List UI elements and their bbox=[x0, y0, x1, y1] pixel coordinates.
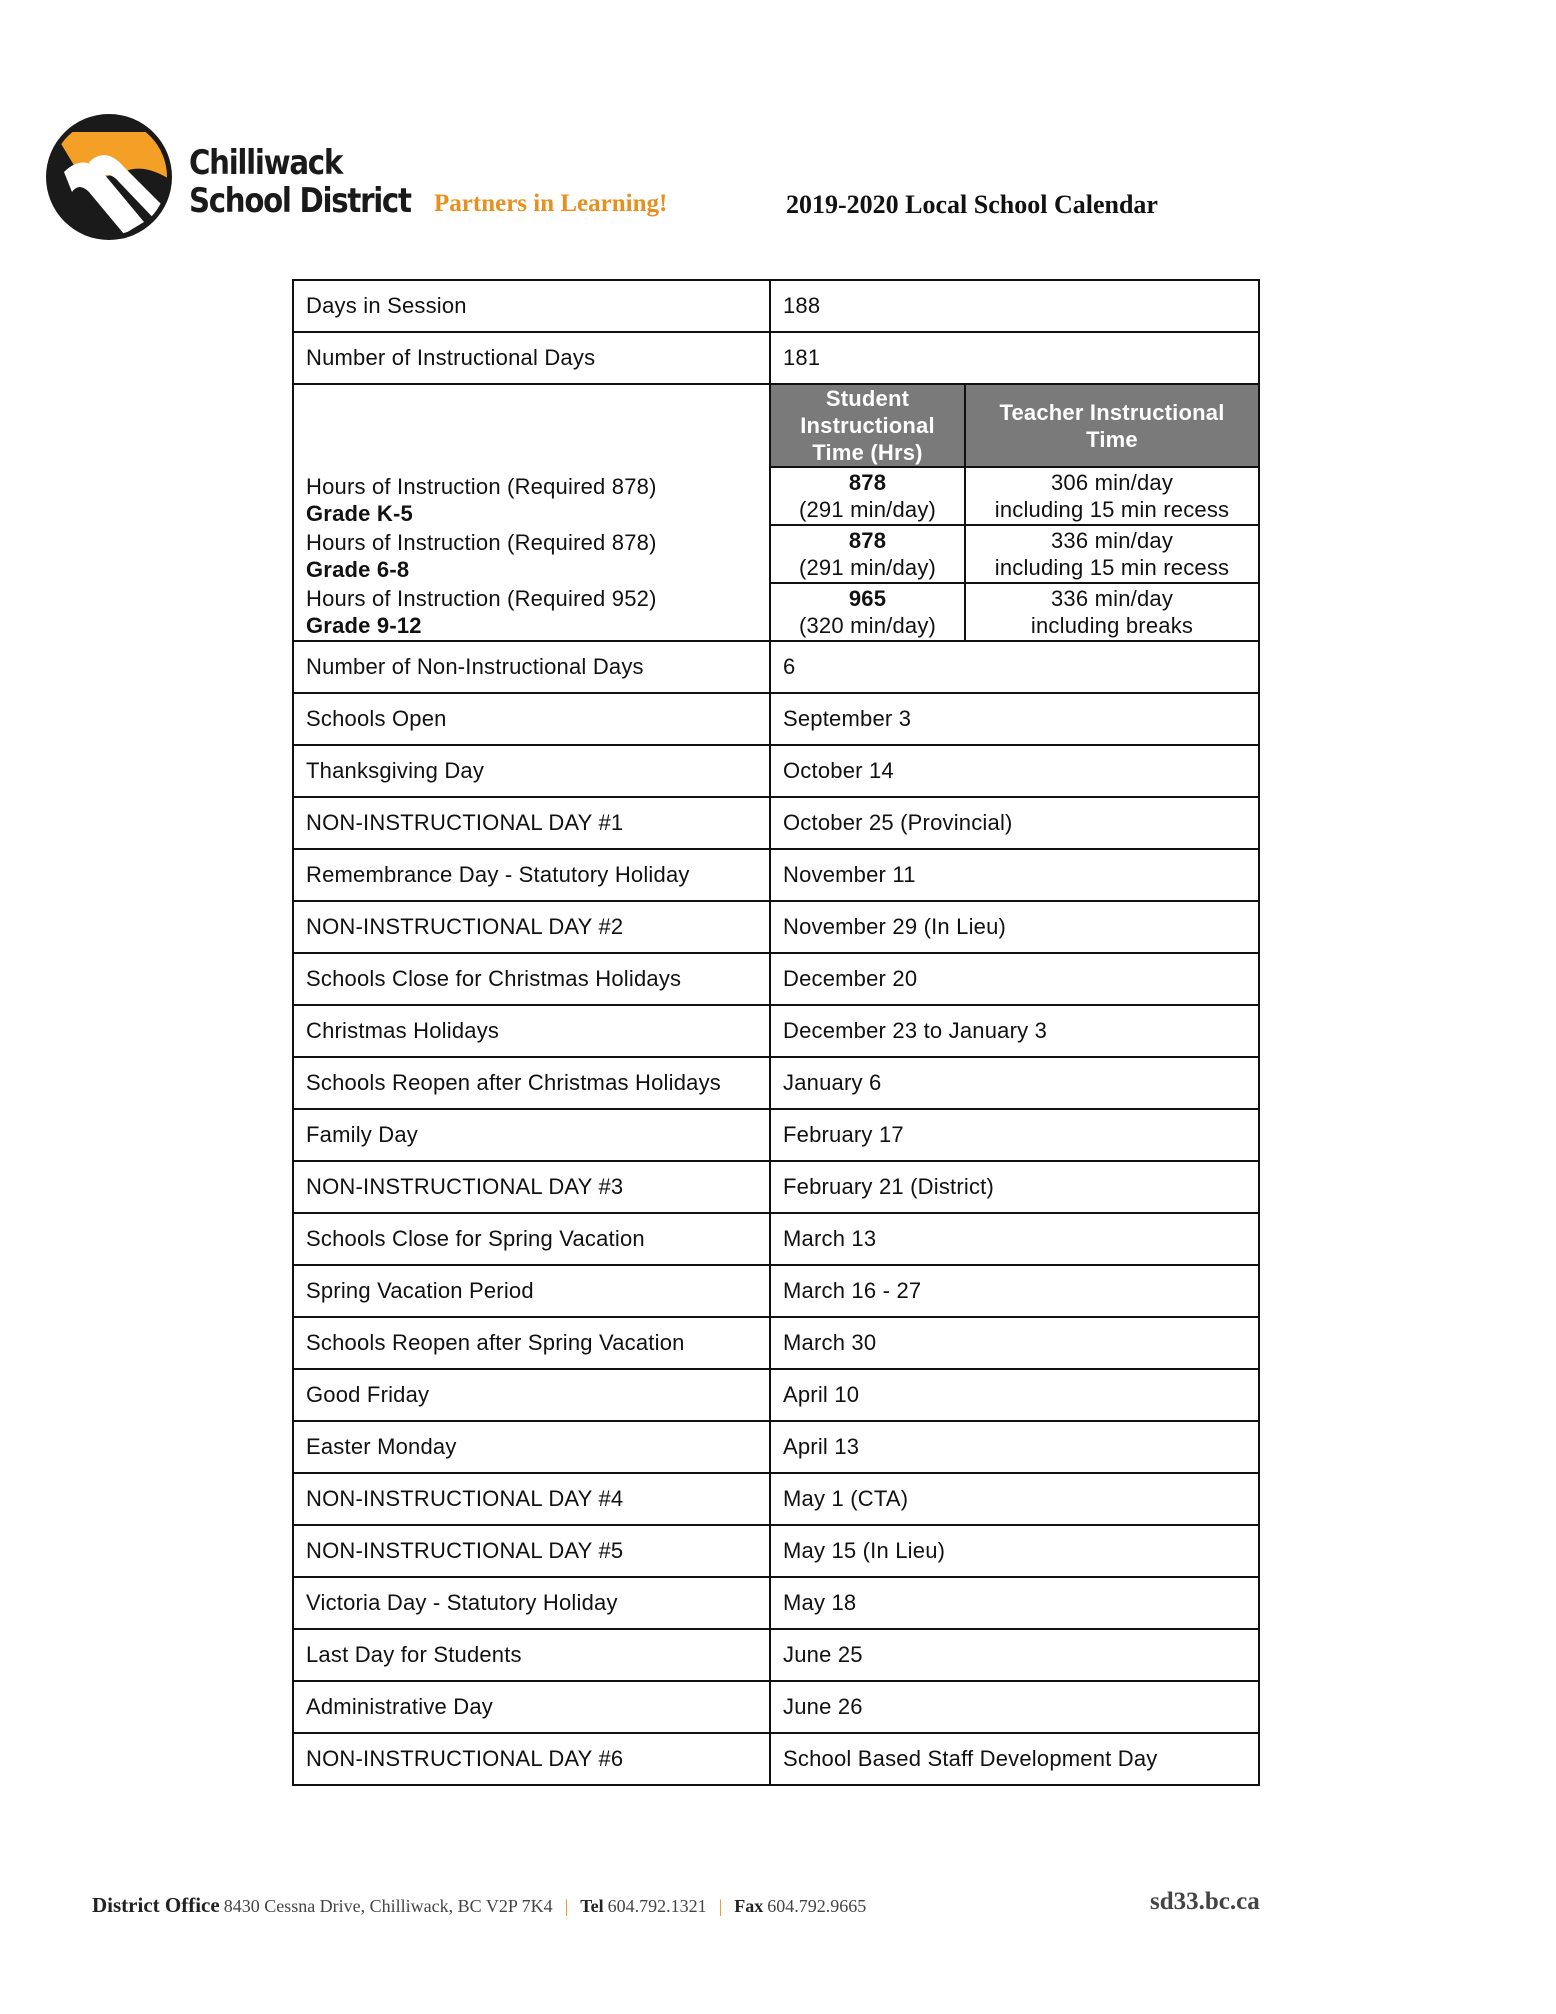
hours-label-k5: Hours of Instruction (Required 878) Grade K-5 bbox=[306, 474, 657, 526]
row-label: Number of Non-Instructional Days bbox=[293, 641, 770, 693]
teacher-time-cell: 336 min/day including 15 min recess bbox=[965, 525, 1259, 583]
table-row bbox=[293, 1057, 1259, 1109]
row-label: Schools Reopen after Christmas Holidays bbox=[293, 1057, 770, 1109]
table-row bbox=[293, 1525, 1259, 1577]
row-label: Easter Monday bbox=[293, 1421, 770, 1473]
table-row bbox=[293, 1213, 1259, 1265]
row-label: Remembrance Day - Statutory Holiday bbox=[293, 849, 770, 901]
teacher-time-header: Teacher Instructional Time bbox=[965, 384, 1259, 467]
tel-label: Tel bbox=[580, 1896, 604, 1916]
table-row bbox=[293, 901, 1259, 953]
table-row bbox=[293, 849, 1259, 901]
row-value: June 25 bbox=[770, 1629, 1259, 1681]
table-row bbox=[293, 641, 1259, 693]
tagline: Partners in Learning! bbox=[434, 190, 668, 217]
hours-labels-cell bbox=[293, 384, 770, 641]
student-time-header: Student Instructional Time (Hrs) bbox=[770, 384, 965, 467]
table-row bbox=[293, 1317, 1259, 1369]
table-row bbox=[293, 1005, 1259, 1057]
row-label: NON-INSTRUCTIONAL DAY #6 bbox=[293, 1733, 770, 1785]
row-label: Christmas Holidays bbox=[293, 1005, 770, 1057]
row-value: February 17 bbox=[770, 1109, 1259, 1161]
calendar-table bbox=[292, 279, 1260, 1786]
row-label: Victoria Day - Statutory Holiday bbox=[293, 1577, 770, 1629]
row-label: Last Day for Students bbox=[293, 1629, 770, 1681]
table-row bbox=[293, 797, 1259, 849]
row-value: March 30 bbox=[770, 1317, 1259, 1369]
row-label: Schools Close for Christmas Holidays bbox=[293, 953, 770, 1005]
table-row bbox=[293, 332, 1259, 384]
row-label: Family Day bbox=[293, 1109, 770, 1161]
table-row bbox=[293, 1369, 1259, 1421]
row-value: December 23 to January 3 bbox=[770, 1005, 1259, 1057]
row-value: November 11 bbox=[770, 849, 1259, 901]
row-value: September 3 bbox=[770, 693, 1259, 745]
table-row bbox=[293, 745, 1259, 797]
row-value: October 25 (Provincial) bbox=[770, 797, 1259, 849]
row-value: March 13 bbox=[770, 1213, 1259, 1265]
row-label: Days in Session bbox=[293, 280, 770, 332]
table-row bbox=[293, 1577, 1259, 1629]
office-address: 8430 Cessna Drive, Chilliwack, BC V2P 7K4 bbox=[223, 1896, 553, 1916]
table-row bbox=[293, 1473, 1259, 1525]
row-value: May 15 (In Lieu) bbox=[770, 1525, 1259, 1577]
row-value: April 13 bbox=[770, 1421, 1259, 1473]
student-time-cell: 878 (291 min/day) bbox=[770, 467, 965, 525]
row-value: March 16 - 27 bbox=[770, 1265, 1259, 1317]
table-row bbox=[293, 280, 1259, 332]
row-value: 6 bbox=[770, 641, 1259, 693]
district-logo-icon bbox=[44, 112, 174, 242]
row-value: December 20 bbox=[770, 953, 1259, 1005]
row-label: Schools Close for Spring Vacation bbox=[293, 1213, 770, 1265]
row-label: Good Friday bbox=[293, 1369, 770, 1421]
table-row bbox=[293, 1629, 1259, 1681]
tel-number: 604.792.1321 bbox=[607, 1896, 707, 1916]
district-name: Chilliwack School District bbox=[189, 143, 411, 221]
hours-label-9-12: Hours of Instruction (Required 952) Grade 9-12 bbox=[306, 586, 657, 638]
row-label: NON-INSTRUCTIONAL DAY #2 bbox=[293, 901, 770, 953]
page-footer bbox=[92, 1893, 1292, 1918]
table-row bbox=[293, 1161, 1259, 1213]
table-row bbox=[293, 953, 1259, 1005]
separator: | bbox=[718, 1896, 723, 1916]
row-label: Number of Instructional Days bbox=[293, 332, 770, 384]
separator: | bbox=[564, 1896, 569, 1916]
website-link[interactable]: sd33.bc.ca bbox=[1150, 1888, 1260, 1915]
row-value: May 1 (CTA) bbox=[770, 1473, 1259, 1525]
table-row bbox=[293, 693, 1259, 745]
office-label: District Office bbox=[92, 1893, 220, 1917]
row-value: November 29 (In Lieu) bbox=[770, 901, 1259, 953]
row-value: June 26 bbox=[770, 1681, 1259, 1733]
row-value: October 14 bbox=[770, 745, 1259, 797]
row-label: Spring Vacation Period bbox=[293, 1265, 770, 1317]
student-time-cell: 965 (320 min/day) bbox=[770, 583, 965, 641]
row-label: Administrative Day bbox=[293, 1681, 770, 1733]
row-value: 188 bbox=[770, 280, 1259, 332]
row-value: February 21 (District) bbox=[770, 1161, 1259, 1213]
student-time-cell: 878 (291 min/day) bbox=[770, 525, 965, 583]
hours-label-6-8: Hours of Instruction (Required 878) Grade 6-8 bbox=[306, 530, 657, 582]
hours-header-row bbox=[293, 384, 1259, 467]
row-label: NON-INSTRUCTIONAL DAY #4 bbox=[293, 1473, 770, 1525]
row-label: Thanksgiving Day bbox=[293, 745, 770, 797]
row-value: April 10 bbox=[770, 1369, 1259, 1421]
row-value: 181 bbox=[770, 332, 1259, 384]
row-label: NON-INSTRUCTIONAL DAY #5 bbox=[293, 1525, 770, 1577]
table-row bbox=[293, 1421, 1259, 1473]
fax-number: 604.792.9665 bbox=[767, 1896, 867, 1916]
fax-label: Fax bbox=[734, 1896, 764, 1916]
page-header bbox=[44, 112, 1504, 252]
row-label: Schools Reopen after Spring Vacation bbox=[293, 1317, 770, 1369]
table-row bbox=[293, 1109, 1259, 1161]
row-value: May 18 bbox=[770, 1577, 1259, 1629]
row-value: January 6 bbox=[770, 1057, 1259, 1109]
table-row bbox=[293, 1681, 1259, 1733]
table-row bbox=[293, 1733, 1259, 1785]
row-value: School Based Staff Development Day bbox=[770, 1733, 1259, 1785]
table-row bbox=[293, 1265, 1259, 1317]
page-title: 2019-2020 Local School Calendar bbox=[786, 190, 1158, 219]
row-label: Schools Open bbox=[293, 693, 770, 745]
teacher-time-cell: 336 min/day including breaks bbox=[965, 583, 1259, 641]
row-label: NON-INSTRUCTIONAL DAY #1 bbox=[293, 797, 770, 849]
row-label: NON-INSTRUCTIONAL DAY #3 bbox=[293, 1161, 770, 1213]
teacher-time-cell: 306 min/day including 15 min recess bbox=[965, 467, 1259, 525]
